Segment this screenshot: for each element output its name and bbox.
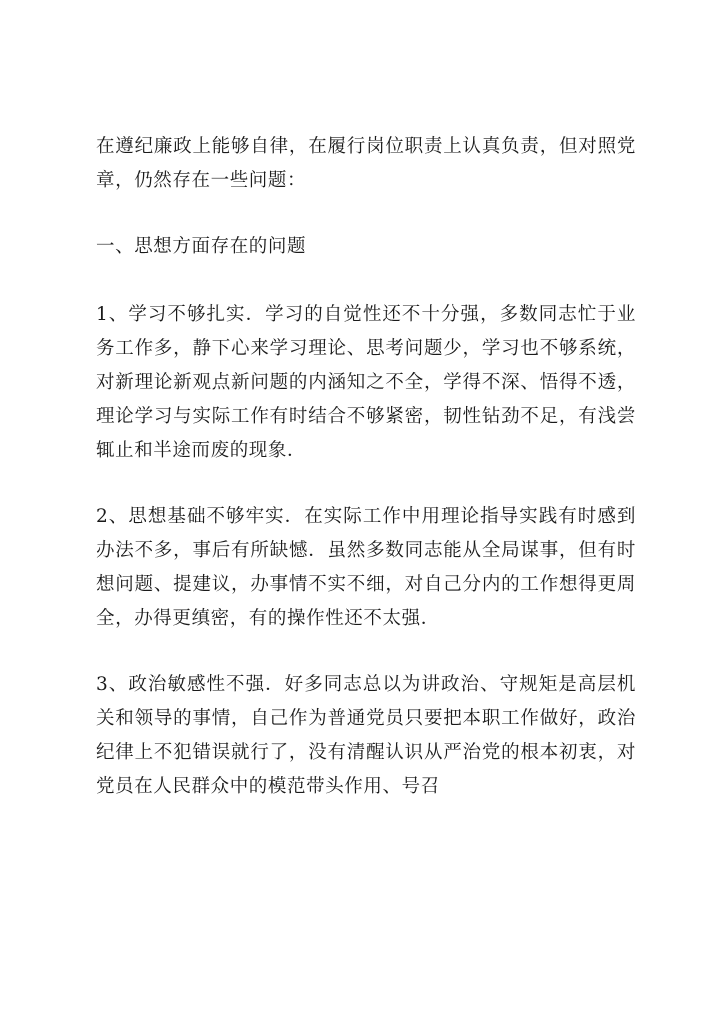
point-3-paragraph: 3、政治敏感性不强．好多同志总以为讲政治、守规矩是高层机关和领导的事情，自己作为普通党员只要把本职工作做好，政治纪律上不犯错误就行了，没有清醒认识从严治党的根本初衷，对党员在人民群众中的模范带头作用、号召 bbox=[96, 674, 636, 797]
point-2-paragraph: 2、思想基础不够牢实．在实际工作中用理论指导实践有时感到办法不多，事后有所缺憾．虽然多数同志能从全局谋事，但有时想问题、提建议，办事情不实不细，对自己分内的工作想得更周全，办得更缜密，有的操作性还不太强． bbox=[96, 506, 636, 629]
point-1-paragraph: 1、学习不够扎实．学习的自觉性还不十分强，多数同志忙于业务工作多，静下心来学习理论、思考问题少，学习也不够系统，对新理论新观点新问题的内涵知之不全，学得不深、悟得不透，理论学习与实际工作有时结合不够紧密，韧性钻劲不足，有浅尝辄止和半途而废的现象． bbox=[96, 304, 636, 461]
intro-paragraph: 在遵纪廉政上能够自律，在履行岗位职责上认真负责，但对照党章，仍然存在一些问题： bbox=[96, 136, 636, 191]
section-heading: 一、思想方面存在的问题 bbox=[96, 236, 307, 257]
document-body bbox=[96, 130, 636, 836]
